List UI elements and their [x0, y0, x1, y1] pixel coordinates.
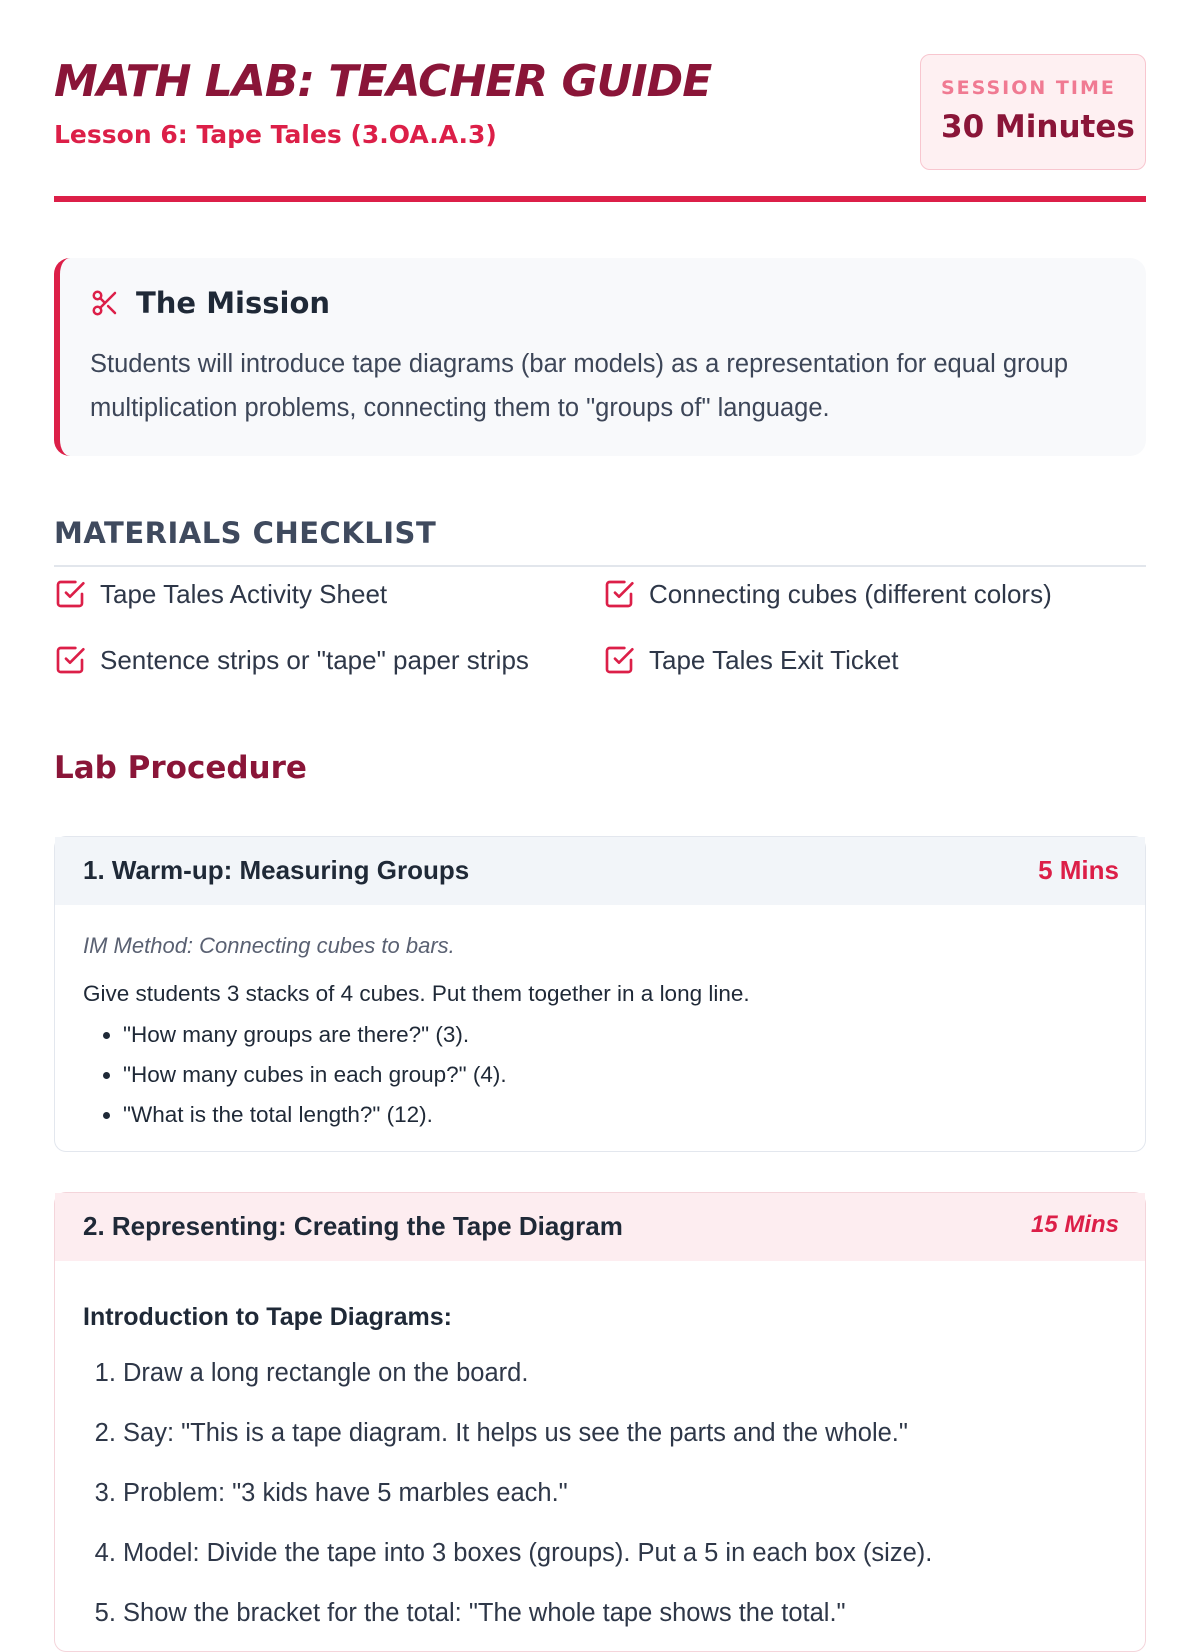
checkbox-checked-icon — [603, 644, 635, 676]
materials-item — [603, 644, 899, 676]
list-item: 1. Draw a long rectangle on the board. — [123, 1343, 932, 1403]
list-item: 3. Problem: "3 kids have 5 marbles each." — [123, 1463, 932, 1523]
procedure-step-card — [54, 836, 1146, 1152]
materials-item-label: Tape Tales Activity Sheet — [100, 578, 388, 609]
materials-heading: MATERIALS CHECKLIST — [54, 516, 437, 550]
list-item: • "How many cubes in each group?" (4). — [123, 1055, 507, 1095]
list-item: • "How many groups are there?" (3). — [123, 1015, 507, 1055]
mission-header — [90, 286, 330, 320]
list-item: • "What is the total length?" (12). — [123, 1095, 507, 1135]
materials-item-label: Tape Tales Exit Ticket — [649, 644, 899, 675]
list-item: 5. Show the bracket for the total: "The whole tape shows the total." — [123, 1583, 932, 1643]
materials-item-label: Sentence strips or "tape" paper strips — [100, 644, 529, 675]
step-header — [55, 837, 1145, 905]
procedure-heading: Lab Procedure — [54, 750, 307, 786]
question-list — [83, 1015, 507, 1135]
scissors-icon — [90, 288, 120, 318]
step-header — [55, 1193, 1145, 1261]
mission-text: Students will introduce tape diagrams (bar models) as a representation for equal group multiplication problems, connecting them to "groups of" language. — [90, 350, 1069, 422]
step-instructions: Give students 3 stacks of 4 cubes. Put them together in a long line. — [83, 981, 750, 1006]
materials-item — [54, 578, 387, 610]
session-time-label: SESSION TIME — [941, 77, 1116, 99]
step-duration: 15 Mins — [1030, 1211, 1119, 1238]
step-title: 1. Warm-up: Measuring Groups — [83, 855, 470, 885]
checkbox-checked-icon — [54, 578, 86, 610]
list-item: 2. Say: "This is a tape diagram. It helps us see the parts and the whole." — [123, 1403, 932, 1463]
step-method: IM Method: Connecting cubes to bars. — [83, 933, 455, 958]
checkbox-checked-icon — [603, 578, 635, 610]
materials-divider — [54, 565, 1146, 567]
lesson-subtitle: Lesson 6: Tape Tales (3.OA.A.3) — [54, 120, 497, 149]
mission-title: The Mission — [136, 286, 331, 320]
procedure-step-card — [54, 1192, 1146, 1652]
procedure-list — [83, 1343, 932, 1643]
step-title: 2. Representing: Creating the Tape Diagram — [83, 1211, 623, 1241]
page-header — [54, 52, 1146, 202]
list-item: 4. Model: Divide the tape into 3 boxes (groups). Put a 5 in each box (size). — [123, 1523, 932, 1583]
session-time-value: 30 Minutes — [941, 109, 1135, 145]
checkbox-checked-icon — [54, 644, 86, 676]
step-subheading: Introduction to Tape Diagrams: — [83, 1303, 452, 1331]
materials-item — [54, 644, 529, 676]
mission-card — [54, 258, 1146, 456]
session-time-badge — [920, 54, 1146, 170]
materials-item — [603, 578, 1052, 610]
header-divider — [54, 196, 1146, 202]
page-title: MATH LAB: TEACHER GUIDE — [54, 56, 712, 107]
materials-item-label: Connecting cubes (different colors) — [649, 578, 1052, 609]
step-duration: 5 Mins — [1038, 855, 1119, 885]
